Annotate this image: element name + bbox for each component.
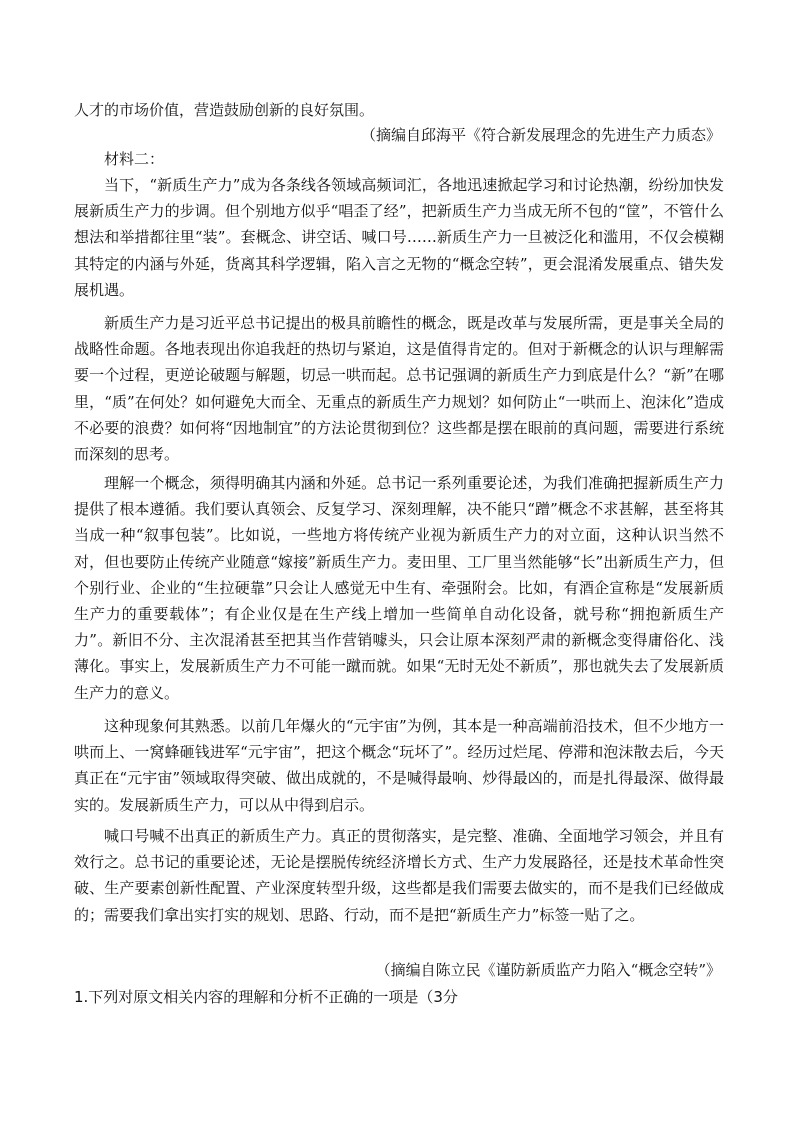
material-label: 材料二： xyxy=(104,150,165,168)
top-line: 人才的市场价值，营造鼓励创新的良好氛围。 xyxy=(74,101,375,119)
paragraph-5: 喊口号喊不出真正的新质生产力。真正的贯彻落实，是完整、准确、全面地学习领会，并且有效行之。总书记的重要论述，无论是摆脱传统经济增长方式、生产力发展路径，还是技术革命性突破、生产要素创新性配置、产业深度转型升级，这些都是我们需要去做实的，而不是我们已经做成的；需要我们拿出实打实的规划、思路、行动，而不是把“新质生产力”标签一贴了之。 xyxy=(74,827,724,924)
paragraph-1: 当下，“新质生产力”成为各条线各领域高频词汇，各地迅速掀起学习和讨论热潮，纷纷加快发展新质生产力的步调。但个别地方似乎“唱歪了经”，把新质生产力当成无所不包的“筐”，不管什么想法和举措都往里“装”。套概念、讲空话、喊口号……新质生产力一旦被泛化和滥用，不仅会模糊其特定的内涵与外延，货离其科学逻辑，陷入言之无物的“概念空转”，更会混淆发展重点、错失发展机遇。 xyxy=(74,176,724,299)
question-1: 1.下列对原文相关内容的理解和分析不正确的一项是（3分 xyxy=(74,988,458,1006)
paragraph-3: 理解一个概念，须得明确其内涵和外延。总书记一系列重要论述，为我们准确把握新质生产力提供了根本遵循。我们要认真领会、反复学习、深刻理解，决不能只“蹭”概念不求甚解，甚至将其当成一种“叙事包装”。比如说，一些地方将传统产业视为新质生产力的对立面，这种认识当然不对，但也要防止传统产业随意“嫁接”新质生产力。麦田里、工厂里当然能够“长”出新质生产力，但个别行业、企业的“生拉硬靠”只会让人感觉无中生有、牵强附会。比如，有酒企宣称是“发展新质生产力的重要载体”；有企业仅是在生产线上增加一些简单自动化设备，就号称“拥抱新质生产力”。新旧不分、主次混淆甚至把其当作营销噱头，只会让原本深刻严肃的新概念变得庸俗化、浅薄化。事实上，发展新质生产力不可能一蹴而就。如果“无时无处不新质”，那也就失去了发展新质生产力的意义。 xyxy=(74,474,724,702)
source-citation-2: （摘编自陈立民《谨防新质监产力陷入“概念空转”》 xyxy=(375,961,721,979)
paragraph-4: 这种现象何其熟悉。以前几年爆火的“元宇宙”为例，其本是一种高端前沿技术，但不少地方一哄而上、一窝蜂砸钱进军“元宇宙”，把这个概念“玩坏了”。经历过烂尾、停滞和泡沫散去后，今天真正在“元宇宙”领域取得突破、做出成就的，不是喊得最响、炒得最凶的，而是扎得最深、做得最实的。发展新质生产力，可以从中得到启示。 xyxy=(74,717,724,814)
paragraph-2: 新质生产力是习近平总书记提出的极具前瞻性的概念，既是改革与发展所需，更是事关全局的战略性命题。各地表现出你追我赶的热切与紧迫，这是值得肯定的。但对于新概念的认识与理解需要一个过程，更逆论破题与解题，切忌一哄而起。总书记强调的新质生产力到底是什么？“新”在哪里，“质”在何处？如何避免大而全、无重点的新质生产力规划？如何防止“一哄而上、泡沫化”造成不必要的浪费？如何将“因地制宜”的方法论贯彻到位？这些都是摆在眼前的真问题，需要进行系统而深刻的思考。 xyxy=(74,314,724,464)
source-citation-1: （摘编自邱海平《符合新发展理念的先进生产力质态》 xyxy=(360,126,721,144)
